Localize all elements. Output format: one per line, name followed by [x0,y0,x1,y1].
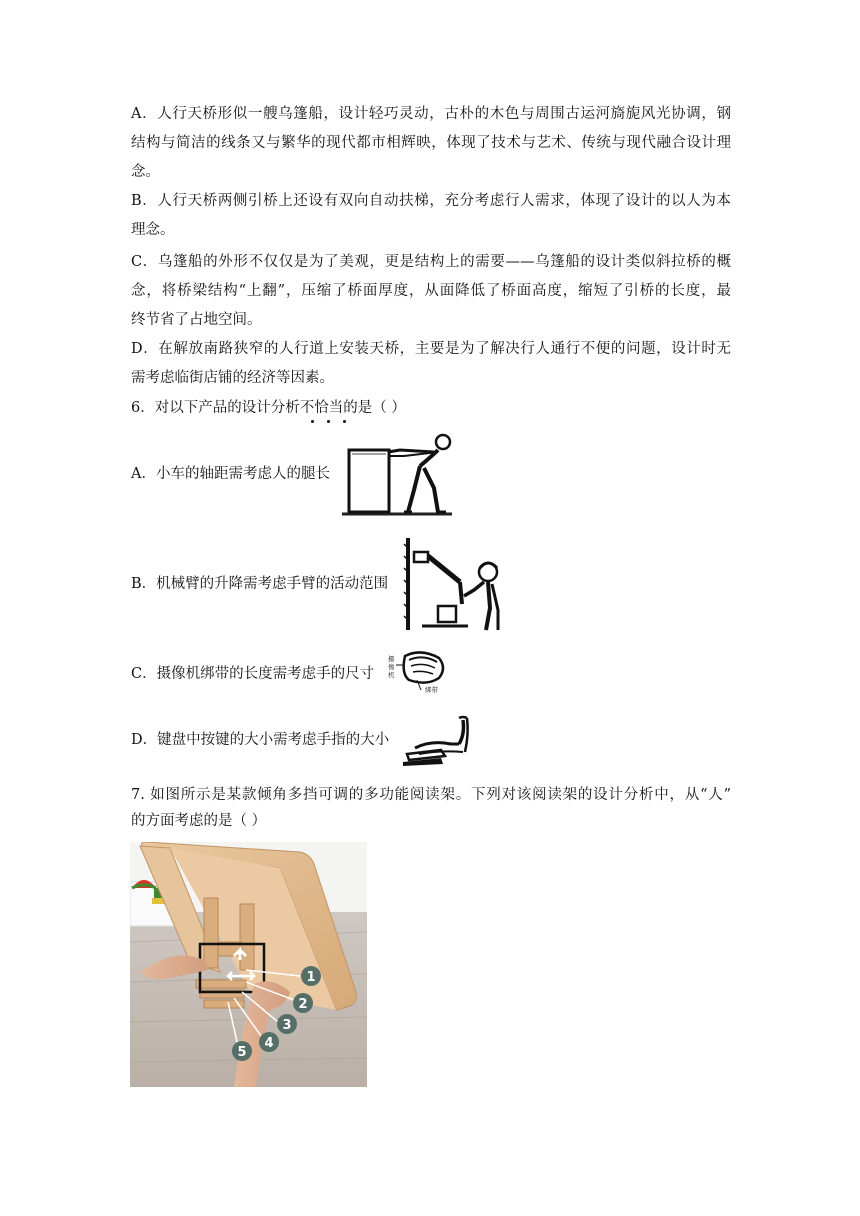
marker-3-label: 3 [282,1018,292,1033]
q5-option-a-line-1: A．人行天桥形似一艘乌篷船，设计轻巧灵动，古朴的木色与周围古运河旖旎风光协调，钢 [131,106,731,122]
emphasis-dot [311,420,314,423]
q6-option-c: C．摄像机绑带的长度需考虑手的尺寸 [131,666,375,682]
q6-option-a: A．小车的轴距需考虑人的腿长 [131,466,330,482]
strap-label: 绑带 [425,686,438,694]
q5-option-c-line-2: 念，将桥梁结构“上翻”，压缩了桥面厚度，从面降低了桥面高度，缩短了引桥的长度，最 [131,283,731,299]
q7-stem-line-2: 的方面考虑的是（ ） [131,813,267,829]
q5-option-c-line-1: C．乌篷船的外形不仅仅是为了美观，更是结构上的需要——乌篷船的设计类似斜拉桥的概 [131,254,731,270]
svg-text:像: 像 [388,663,395,671]
q7-stem-line-1: 7. 如图所示是某款倾角多挡可调的多功能阅读架。下列对该阅读架的设计分析中，从“人” [131,787,731,803]
q5-option-d-line-2: 需考虑临街店铺的经济等因素。 [131,370,334,386]
emphasis-dot [343,420,346,423]
q6-stem: 6．对以下产品的设计分析不恰当的是（ ） [131,400,406,416]
q6-option-d: D．键盘中按键的大小需考虑手指的大小 [131,732,390,748]
marker-1-label: 1 [306,970,316,985]
keyboard-hand-figure [401,714,473,768]
marker-5-label: 5 [237,1045,247,1060]
q5-option-a-line-3: 念。 [131,164,160,180]
q5-option-b-line-2: 理念。 [131,222,175,238]
reading-stand-photo [130,842,367,1087]
svg-text:机: 机 [388,671,395,679]
camera-strap-figure [387,650,449,696]
q5-option-d-line-1: D．在解放南路狭窄的人行道上安装天桥，主要是为了解决行人通行不便的问题，设计时无 [131,341,731,357]
camera-label: 摄 [388,655,395,663]
marker-4-label: 4 [264,1036,274,1051]
q5-option-a-line-2: 结构与简洁的线条又与繁华的现代都市相辉映，体现了技术与艺术、传统与现代融合设计理 [131,135,731,151]
marker-2-label: 2 [298,997,308,1012]
cart-pushing-figure [342,430,454,518]
q5-option-c-line-3: 终节省了占地空间。 [131,312,262,328]
q5-option-b-line-1: B．人行天桥两侧引桥上还设有双向自动扶梯，充分考虑行人需求，体现了设计的以人为本 [131,193,731,209]
robotic-arm-figure [402,538,506,632]
q6-option-b: B．机械臂的升降需考虑手臂的活动范围 [131,576,389,592]
emphasis-dot [327,420,330,423]
